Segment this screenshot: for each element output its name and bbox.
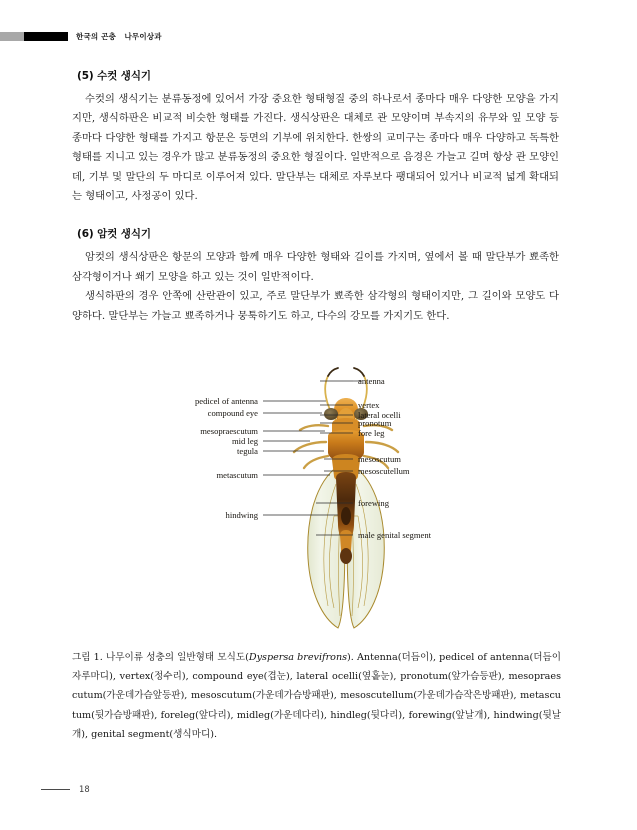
- section-female-genitalia: [72, 226, 559, 326]
- section-heading: (5) 수컷 생식기: [77, 70, 151, 82]
- body-paragraph: 수컷의 생식기는 분류동정에 있어서 가장 중요한 형태형질 중의 하나로서 종마다 매우 다양한 모양을 가지지만, 생식하판은 비교적 비슷한 형태를 가진다. 생식상판은 대체로 관 모양이며 부속지의 유무와 잎 모양 등 종마다 다양한 형태를 가지고 항문은 등면의 기부에 위치한다. 한쌍의 교미구는 종마다 매우 다양하고 독특한 형태를 지니고 있는 경우가 많고 분류동정의 중요한 형질이다. 일반적으로 음경은 가늘고 길며 항상 관 모양인데, 기부 및 말단의 두 마디로 이루어져 있다. 말단부는 대체로 자루보다 팽대되어 있거나 비교적 넓게 확대되는 형태이고, 사정공이 있다.: [72, 93, 559, 203]
- header-rule-gray: [0, 32, 24, 41]
- figure-label-text: forewing: [358, 498, 390, 508]
- caption-prefix: 그림 1. 나무이류 성충의 일반형태 모식도(: [72, 652, 249, 663]
- caption-species-name: Dyspersa brevifrons: [248, 652, 348, 663]
- figure-label-text: metascutum: [216, 470, 258, 480]
- figure-label-text: vertex: [358, 400, 380, 410]
- figure-label-left-3: [232, 436, 310, 446]
- figure-label-text: mesoscutellum: [358, 466, 410, 476]
- figure-label-text: mid leg: [231, 436, 258, 446]
- figure-label-text: antenna: [358, 376, 385, 386]
- figure-label-text: mesoscutum: [358, 454, 401, 464]
- footer-rule: [41, 789, 70, 790]
- body-paragraph: 생식하판의 경우 안쪽에 산란관이 있고, 주로 말단부가 뾰족한 삼각형의 형태이지만, 그 길이와 모양도 다양하다. 말단부는 가늘고 뾰족하거나 뭉툭하기도 하고, 다수의 강모를 가지기도 한다.: [72, 290, 559, 322]
- figure-label-right-0: [320, 376, 385, 386]
- figure-label-text: fore leg: [358, 428, 385, 438]
- figure-label-left-0: [195, 396, 326, 406]
- section-heading: (6) 암컷 생식기: [77, 228, 151, 241]
- figure-label-text: lateral ocelli: [358, 410, 401, 420]
- page-header: [0, 28, 637, 44]
- figure-label-text: male genital segment: [358, 530, 432, 540]
- page-number: 18: [79, 784, 90, 794]
- figure-label-text: hindwing: [225, 510, 258, 520]
- header-rule-black: [24, 32, 68, 41]
- header-title: 한국의 곤충 나무이상과: [76, 31, 162, 41]
- content-column: [72, 68, 559, 326]
- figure-label-left-5: [216, 470, 330, 480]
- body-paragraph: 암컷의 생식상판은 항문의 모양과 함께 매우 다양한 형태와 길이를 가지며, 옆에서 볼 때 말단부가 뾰족한 삼각형이거나 쐐기 모양을 하고 있는 것이 일반적이다.: [72, 251, 559, 283]
- caption-suffix: ). Antenna(더듬이), pedicel of antenna(더듬이 자루마디), vertex(정수리), compound eye(겹눈), lateral ocelli(옆홑눈), pronotum(앞가슴등판), mesopraescutum(가운데가슴앞등판), mesoscutum(가운데가슴방패판), mesoscutellum(가운데가슴작은방패판), metascutum(뒷가슴방패판), foreleg(앞다리), midleg(가운데다리), hindleg(뒷다리), forewing(앞날개), hindwing(뒷날개), genital segment(생식마디).: [72, 652, 561, 740]
- figure-label-text: pronotum: [358, 418, 392, 428]
- figure-caption: [72, 648, 561, 744]
- figure-label-text: tegula: [237, 446, 258, 456]
- figure-label-text: mesopraescutum: [200, 426, 258, 436]
- section-male-genitalia: [72, 68, 559, 206]
- figure-label-text: pedicel of antenna: [195, 396, 258, 406]
- figure-label-text: compound eye: [207, 408, 258, 418]
- page-footer: [41, 784, 161, 794]
- figure-psyllid-habitus: [72, 366, 559, 636]
- figure-label-left-4: [237, 446, 324, 456]
- figure-label-left-1: [208, 408, 322, 418]
